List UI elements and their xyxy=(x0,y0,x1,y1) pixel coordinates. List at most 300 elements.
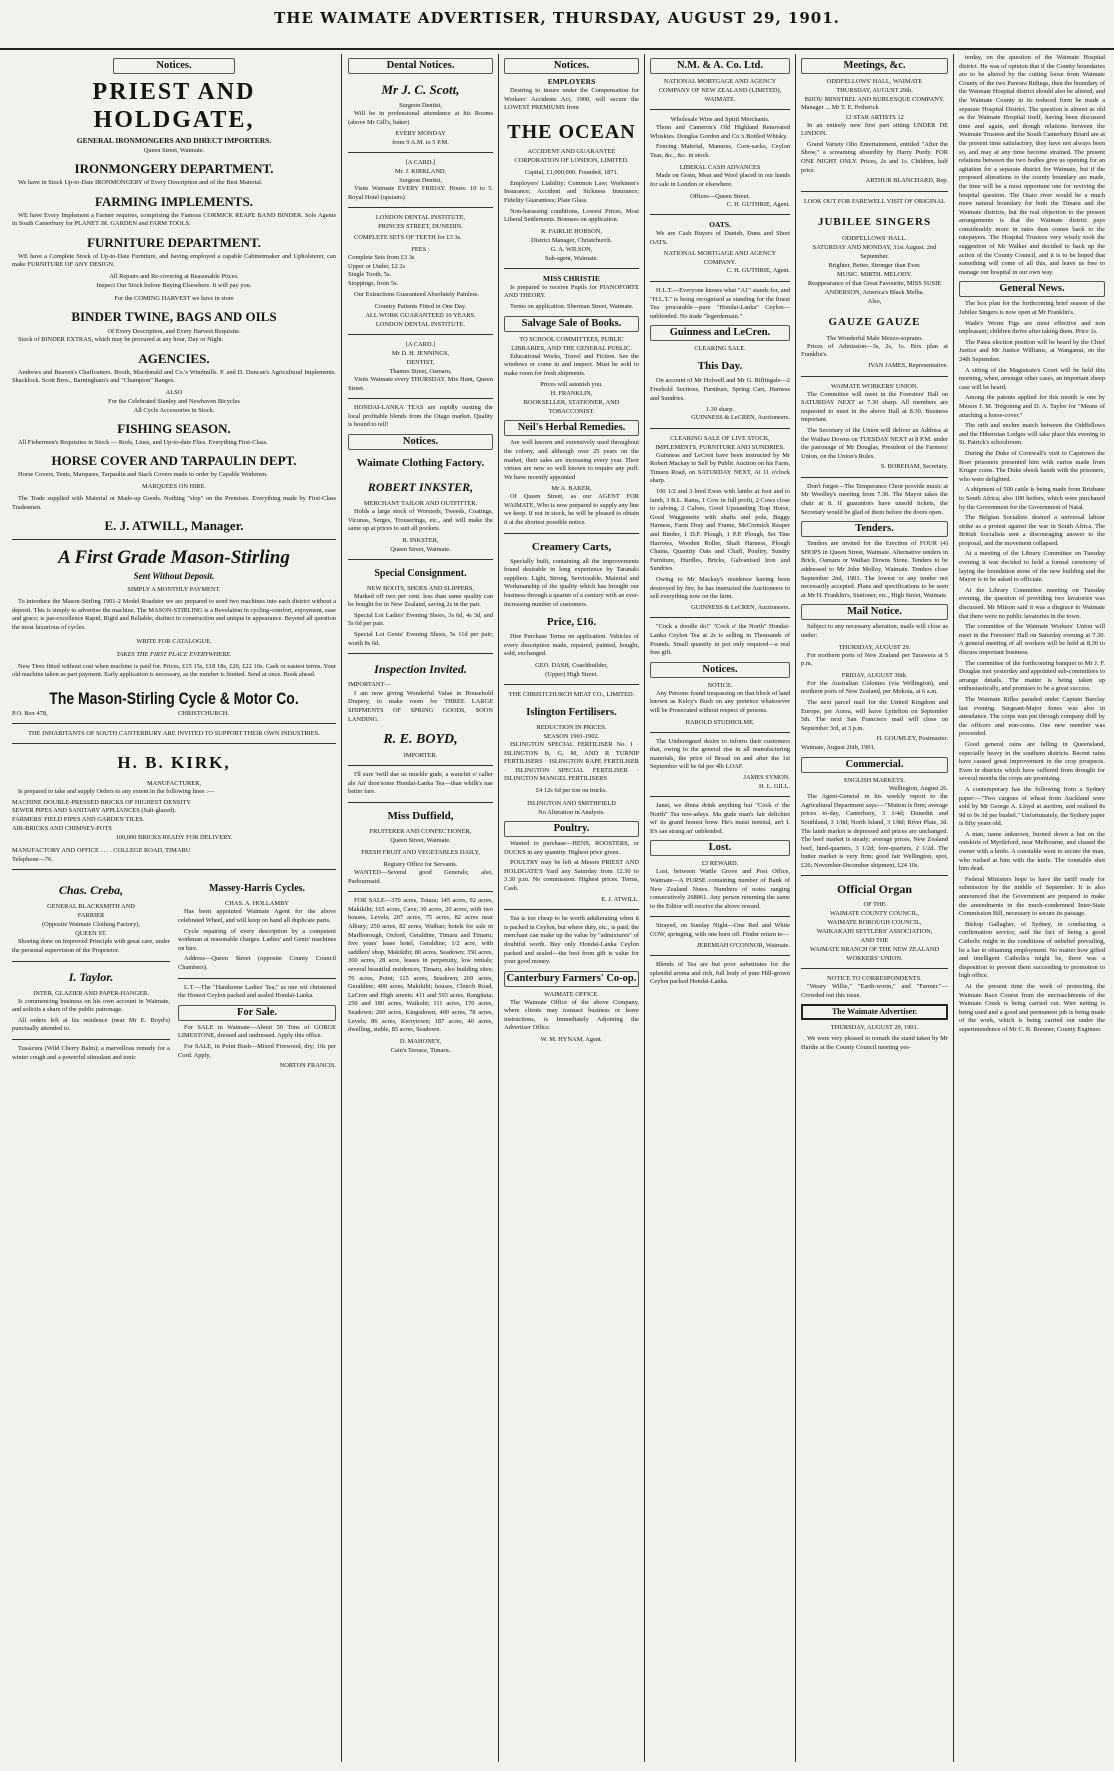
strayed-text: Strayed, on Sunday Night—One Red and White COW, springing, with one horn off. Finder return to— xyxy=(650,922,790,939)
baker-name: Mr A. BAKER, xyxy=(551,485,592,493)
hynam-sign: W. M. HYNAM, Agent. xyxy=(540,1036,603,1044)
duffield-location: Queen Street, Waimate. xyxy=(390,837,451,844)
manager-sign: E. J. ATWILL, Manager. xyxy=(104,518,244,534)
massey-ad xyxy=(178,875,336,1070)
divider xyxy=(650,109,790,110)
divider xyxy=(650,281,790,282)
jennings-name: Mr D. H. JENNINGS, xyxy=(391,349,450,357)
boyd-text: I am now giving Wonderful Value in Household Drapery, to make room for THREE LARGE SHIPMENTS OF SPRING GOODS, SOON LANDING. xyxy=(348,689,493,723)
duffield-name: Miss Duffield, xyxy=(387,810,454,822)
kirk-telephone: Telephone—76. xyxy=(12,855,53,863)
important-label: IMPORTANT— xyxy=(348,681,391,689)
massey-address: Address—Queen Street (opposite County Council Chambers). xyxy=(178,955,336,971)
poultry-text: Wanted to purchase—HENS, ROOSTERS, or DUCKS in any quantity. Highest price given. xyxy=(504,839,639,856)
oats-company: NATIONAL MORTGAGE AND AGENCY COMPANY. xyxy=(663,250,777,267)
christie-text: Is prepared to receive Pupils for PIANOFORTE AND THEORY. xyxy=(504,283,639,300)
news-item: A contemporary has the following from a Sydney paper:—"Two cargoes of wheat from Auckland were sold by Mr George A. Lloyd at auction, and realised 8s 9d to 9s 3d per bushel." Unfortunately, the Sydney paper is fifty years old. xyxy=(959,785,1105,828)
owing-text: Owing to Mr Mackay's residence having been destroyed by fire, he has instructed the Auctioneers to sell everything now on the farm. xyxy=(650,576,790,601)
mason-stirling-title: A First Grade Mason-Stirling xyxy=(58,547,290,569)
column-rule xyxy=(498,54,499,1762)
ocean-corp: CORPORATION OF LONDON, LIMITED. xyxy=(514,156,629,164)
divider xyxy=(650,955,790,956)
creba-ad xyxy=(12,875,170,1070)
scott-role: Surgeon Dentist, xyxy=(399,102,442,109)
farms-for-sale: FOR SALE—370 acres, Totara; 145 acres, 92 acres, Makikihi; 165 acres, Cave; 30 acres, 20 acres, with two houses, Levels; 207 acres, 75 acres, 82 acres near Albury; 250 acres, 82 acres, Waihao; hotels for sale in Marlborough, Oxford, Geraldine, Timaru and Timaru; five years' lease hotel, Geraldine; 1/2 acre, with saddlers' shop, Makikihi; 80 acres, Seadown; 350 acres, 360 acres, 28 acre, leases in perpetuity, low rentals; several beautiful residences, Timaru, also building sites; 76 acres, Point; 115 acres, Seadown; 269 acres, Geraldine; 400 acres, Makikihi; houses, Church Road, LeCren and High streets; 411 and 593 acres, Rangitata; 250 and 180 acres, Waikohi; 111 acres, 170 acres, Seadown; 260 acres, Kingsdown; 400 acres, 78 acres, Levels; 86 acres, Kerrytown; 187 acres, 40 acres, dwelling, stable, 85 acres, Seadown. xyxy=(348,897,493,1034)
scott-every: EVERY MONDAY xyxy=(395,130,446,138)
mason-text: To introduce the Mason-Stirling 1901-2 Model Roadster we are prepared to send two machines into each district without a deposit. This is simply to advertise the machine. The MASON-STIRLING is a Revelation in cycling-comfort, enjoyment, ease and grace; is par-excellence Rapid, Rigid and Reliable; distinct in construction and unique in appearance. Beyond all question the most luxurious of cycles. xyxy=(12,598,336,631)
section-heading: Dental Notices. xyxy=(348,58,493,74)
massey-repair: Cycle repairing of every description by a competent workman at reasonable charges. Ladies' and Gents' machines on hire. xyxy=(178,927,336,952)
gill-sign: H. L. GILL. xyxy=(758,782,790,790)
sharp-time: 1.30 sharp. xyxy=(705,406,735,414)
fishing-heading: FISHING SEASON. xyxy=(117,420,231,436)
workers-union: WAIMATE WORKERS' UNION. xyxy=(830,382,919,390)
concert-dates: SATURDAY AND MONDAY, 31st August. 2nd September. xyxy=(812,243,937,260)
news-item: A man, name unknown, burned down a hut on the outskirts of Myrtleford, near Melbourne, and chased the owner with a knife. A constable went to secure the man, who rushed at him with the knife. The constable shot him dead. xyxy=(959,830,1105,873)
jennings-street: Thames Street, Oamaru, xyxy=(389,367,452,375)
mackay-text: Guinness and LeCren have been instructed by Mr Robert Mackay to Sell by Public Auction on his Farm, Timaru Road, on SATURDAY NEXT, At 11 o'clock sharp. xyxy=(650,451,790,485)
kirkland-name: Mr. J. KIRKLAND, xyxy=(394,168,447,176)
of-the: OF THE xyxy=(863,901,886,909)
divider xyxy=(348,765,493,766)
country-patients: Country Patients Fitted in One Day. xyxy=(374,302,467,310)
section-heading: Notices. xyxy=(504,58,639,74)
column-rule xyxy=(341,54,342,1762)
anderson-line: Reappearance of that Great Favourite, MISS SUSIE ANDERSON, America's Black Melba. xyxy=(807,279,942,296)
notice-label: NOTICE. xyxy=(707,681,733,689)
tenders-heading: Tenders. xyxy=(801,521,948,537)
franklin-role: BOOKSELLER, STATIONER, AND TOBACCONIST. xyxy=(523,399,620,416)
scott-name: Mr J. C. Scott, xyxy=(381,82,460,97)
ladies-shoes: Special Lot Ladies' Evening Shoes, 3s 6d, 4s 3d, and 5s 6d per pair. xyxy=(348,611,493,628)
divider xyxy=(650,732,790,733)
commercial-heading: Commercial. xyxy=(801,757,948,773)
lost-text: Lost, between Wattle Grove and Post Office, Waimate—A PURSE containing number of Bank of New Zealand Notes. Numbers of notes ranging consecutively 268861. Any person returning the same to the Editor will receive the above reward. xyxy=(650,868,790,910)
mail-parcel: The next parcel mail for the United Kingdom and Europe, per Aorea, will leave Lyttelton on September 5th. The next San Francisco mail will close on September 3rd, at 3 p.m. xyxy=(801,698,948,732)
divider xyxy=(348,334,493,335)
dash-name: GEO. DASH, Coachbuilder, xyxy=(535,662,608,669)
jennings-role: DENTIST, xyxy=(406,358,435,366)
inkster-sign: R. INKSTER, xyxy=(402,536,439,544)
baker-text: Of Queen Street, as our AGENT FOR WAIMATE, Who is now prepared to supply any line we keep. If not in stock, he will be pleased to obtain it at the shortest possible notice. xyxy=(504,493,639,527)
secretary-text: The Secretary of the Union will deliver an Address at the Waihao Downs on TUESDAY NEXT at 8 P.M. under the patronage of Mr Douglas, President of the Farmers' Union, on the Union's Rules. xyxy=(801,426,948,460)
meat-company: THE CHRISTCHURCH MEAT CO., LIMITED. xyxy=(508,691,635,698)
news-item: The committee of the Waimate Workers' Union will meet in the Foresters' Hall on Saturday evening at 7.30. A general meeting of all workers will be held at 8.30 to discuss important business. xyxy=(959,623,1105,656)
guinness-heading: Guinness and LeCren. xyxy=(650,325,790,341)
column-3 xyxy=(500,54,643,1764)
mail-northern: For northern ports of New Zealand per Tarawera at 5 p.m. xyxy=(801,651,948,668)
wellington-date: Wellington, August 26. xyxy=(888,784,948,792)
firewood-sign: NORTON FRANCIS. xyxy=(279,1062,336,1070)
divider xyxy=(12,723,336,724)
limestone-ad: For SALE in Waimate—About 50 Tons of GORGE LIMESTONE, dressed and undressed. Apply this office. xyxy=(178,1023,336,1040)
gauze-title: GAUZE GAUZE xyxy=(828,315,921,328)
divider xyxy=(12,961,170,962)
alteration-line: No Alteration in Analysis. xyxy=(538,808,605,816)
boots-heading: NEW BOOTS, SHOES AND SLIPPERS, xyxy=(366,584,475,592)
nonharassing-text: Non-harassing conditions, Lowest Prices, Most Liberal Settlements. Bonuses on application. xyxy=(504,207,639,224)
meeting-date: THURSDAY, AUGUST 29th. xyxy=(836,87,913,94)
kirkland-text: Visits Waimate EVERY FRIDAY. Hours: 10 to 5. Royal Hotel (upstairs). xyxy=(348,185,493,201)
advances-text: Made on Grain, Meat and Wool placed in our hands for sale in London or elsewhere. xyxy=(650,172,790,188)
divider xyxy=(801,477,948,478)
wholesale-heading: Wholesale Wine and Spirit Merchants. xyxy=(670,116,770,123)
guthrie-sign: C. H. GUTHRIE, Agent. xyxy=(726,267,790,275)
mason-company: The Mason-Stirling Cycle & Motor Co. xyxy=(49,688,299,708)
james-sign: IVAN JAMES, Representative. xyxy=(868,361,948,369)
priest-location: Queen Street, Waimate. xyxy=(143,147,205,154)
ocean-capital: Capital, £1,000,000. Founded, 1871. xyxy=(524,168,619,176)
clearing-sale: CLEARING SALE. xyxy=(694,345,746,353)
correspondents-heading: NOTICE TO CORRESPONDENTS. xyxy=(827,975,922,983)
duffield-role: FRUITERER AND CONFECTIONER, xyxy=(369,828,472,835)
wilson-role: Sub-agent, Waimate. xyxy=(544,254,599,262)
employers-text: Desiring to insure under the Compensation for Workers' Accidents Act, 1900, will secure the LOWEST PREMIUMS from xyxy=(504,87,639,112)
studholme-sign: HAROLD STUDHOLME. xyxy=(685,718,755,726)
holwell-text: On account of Mr Holwell and Mr G. Riffingale—2 Freehold Sections, Furniture, Spring Cart, Harness and Sundries. xyxy=(650,377,790,402)
poultry-heading: Poultry. xyxy=(504,821,639,837)
reduction-line: REDUCTION IN PRICES. xyxy=(536,724,607,731)
wilson-name: G. A. WILSON, xyxy=(550,245,593,253)
boots-text: Marked off two per cent. less than same quality can be bought for in New Zealand, saving 2s in the pair. xyxy=(348,592,493,609)
news-item: The orth and enchre match between the Oddfellows and the Hibernian Lodges will take place this evening in St. Patrick's schoolroom. xyxy=(959,422,1105,447)
monthly-payment: SIMPLY A MONTHLY PAYMENT. xyxy=(127,586,221,594)
oddfellows-hall: ODDFELLOWS' HALL. xyxy=(842,234,907,242)
prices-line: Prices will astonish you. xyxy=(540,381,603,389)
news-item: A shipment of 500 cattle is being made from Brisbane to South Africa; also 100 heifers, which were purchased by the Government for the Government of Natal. xyxy=(959,486,1105,511)
jubilee-singers: JUBILEE SINGERS xyxy=(817,215,932,228)
fertiliser-price: £4 12s 6d per ton on trucks. xyxy=(535,786,608,794)
furniture-heading: FURNITURE DEPARTMENT. xyxy=(87,234,261,250)
news-item: At a meeting of the Library Committee on Tuesday evening it was decided to hold a formal ceremony of laying the foundation stone of the new building and the Mayor is to be asked to officiate. xyxy=(959,550,1105,584)
section-heading: Notices. xyxy=(348,434,493,450)
poultry-yard: POULTRY may be left at Messrs PRIEST AND HOLDGATE'S Yard any Saturday from 12.30 to 3.30 p.m. No commission. Highest prices. Terms, Cash. xyxy=(504,859,639,892)
taylor-text: Is commencing business on his own account in Waimate, and solicits a share of the public patronage. xyxy=(12,997,170,1014)
column-5 xyxy=(797,54,952,1764)
divider xyxy=(504,268,639,269)
institute-sign: LONDON DENTAL INSTITUTE. xyxy=(375,320,466,328)
settlers-association: WAIKAKAHI SETTLERS' ASSOCIATION, xyxy=(816,928,933,936)
kirk-line: 100,000 BRICKS READY FOR DELIVERY. xyxy=(115,834,233,842)
section-heading: N.M. & A. Co. Ltd. xyxy=(650,58,790,74)
divider xyxy=(801,875,948,876)
janet-ad: Janet, we dinna drink anything but "Cock o' the North" Tea noo-adays. Ma gude man's fair delichtet wi' its grand honest brew. He's maist teetotal, an't I. It's sae strang an' unblended. xyxy=(650,802,790,835)
nma-name: NATIONAL MORTGAGE AND AGENCY COMPANY OF NEW ZEALAND (LIMITED), WAIMATE. xyxy=(658,78,782,103)
educational-text: Educational Works, Travel and Fiction. See the windows or come in and inspect. Must be sold to make room for fresh shipments. xyxy=(504,352,639,377)
ironmongery-text: We have in Stock Up-to-Date IRONMONGERY of Every Description and of the Best Material. xyxy=(18,179,263,186)
news-item: Among the patents applied for this month is one by Messrs J. M. Tregoning and D. A. Taylor for "Means of attaching a horse-cover." xyxy=(959,394,1105,419)
jennings-text: Visits Waimate every THURSDAY. Mrs Hunt, Queen Street. xyxy=(348,375,493,392)
manager-line: Manager ... Mr T. E. Petherick xyxy=(801,104,879,111)
mahoney-sign: D. MAHONEY, xyxy=(399,1037,442,1045)
advertiser-title: The Waimate Advertiser. xyxy=(801,1004,948,1021)
news-item: During the Duke of Cornwall's visit to Capetown the Boer prisoners presented him with curios made from Kruger coins. The Duke shook hands with the prisoners, who were delighted. xyxy=(959,449,1105,483)
massey-title: Massey-Harris Cycles. xyxy=(208,883,306,895)
divider xyxy=(348,398,493,399)
kirk-line: SEWER PIPES AND SANITARY APPLIANCES (Salt-glazed). xyxy=(12,807,176,815)
christie-heading: MISS CHRISTIE xyxy=(543,273,600,283)
divider xyxy=(12,539,336,540)
mason-stirling-sub: Sent Without Deposit. xyxy=(133,571,215,582)
news-item: The Patea election position will be heard by the Chief Justice and Mr Justice Williams, at Wanganui, on the 24th September. xyxy=(959,338,1105,363)
column-4 xyxy=(646,54,794,1764)
twine-heading: BINDER TWINE, BAGS AND OILS xyxy=(71,308,277,324)
creamery-heading: Creamery Carts, xyxy=(531,540,612,553)
divider xyxy=(650,617,790,618)
fertiliser-list: ISLINGTON SPECIAL FERTILISER No. 1 · ISLINGTON B, G, M, AND R TURNIP FERTILISERS · ISLINGTON RAPE FERTILISER · ISLINGTON SPECIAL FERTILISER · ISLINGTON MANGEL FERTILISERS xyxy=(504,741,639,783)
grand-variety: Grand Variety Olio Entertainment, entitled "After the Show," a screaming absurdity by Harry Purdy. FOR ONE NIGHT ONLY. Prices, 2s and 1s. Children, half price. xyxy=(801,140,948,174)
season-line: SEASON 1901-1902. xyxy=(543,733,600,740)
divider xyxy=(650,214,790,215)
scott-hours: from 9 A.M. to 5 P.M. xyxy=(392,139,449,147)
furniture-text: WE have a Complete Stock of Up-to-Date Furniture, and having employed a capable Cabinetmaker and Upholsterer, can make FURNITURE OF ANY DESIGN. xyxy=(12,252,336,269)
creba-opposite: (Opposite Waimate Clothing Factory), xyxy=(41,921,141,929)
horse-cover-text: Horse Covers, Tents, Marquees, Tarpaulin and Stack Covers made to order by Capable Workmen. xyxy=(18,471,268,479)
divider xyxy=(650,796,790,797)
news-item: The committee of the forthcoming banquet to Mr J. F. Douglas met yesterday and appointed sub-committees to arrange details. The matter is being taken up enthusiastically, and promises to be a great success. xyxy=(959,659,1105,693)
divider xyxy=(348,559,493,560)
canterbury-heading: Canterbury Farmers' Co-op. xyxy=(504,971,639,987)
divider xyxy=(801,968,948,969)
divider xyxy=(178,978,336,979)
kirk-line: AIR-BRICKS AND CHIMNEY-POTS xyxy=(12,824,112,832)
hondai-ad: L.T.—The "Handsome Ladies' Tea," as one wit christened the Honest Ceylon packed and sealed Hondai-Lanka. xyxy=(178,983,336,1000)
hobson-role: District Manager, Christchurch. xyxy=(530,236,613,244)
cock-tea-ad: "Cock a doodle do!" "Cock o' the North" Hondai-Lanka Ceylon Tea at 2s is selling in Thousands of Pounds. Small quantity in pot only required—a real free gift. xyxy=(650,623,790,657)
blanchard-sign: ARTHUR BLANCHARD, Rep. xyxy=(865,177,948,185)
fee-line: Stoppings, from 5s. xyxy=(348,279,399,287)
lookout-line: LOOK OUT FOR FAREWELL VISIT OF ORIGINAL xyxy=(803,197,946,205)
institute-name: LONDON DENTAL INSTITUTE, xyxy=(375,214,466,222)
brighter-line: Brighter, Better, Stronger than Ever. xyxy=(828,261,921,269)
waimate-office: WAIMATE OFFICE. xyxy=(544,990,599,998)
committee-text: The Committee will meet in the Foresters' Hall on SATURDAY NEXT at 7.30 sharp. All members are requested to meet in the above Hall at 8.30. Business important. xyxy=(801,390,948,424)
kirk-factory: MANUFACTORY AND OFFICE . . . . COLLEGE ROAD, TIMARU xyxy=(12,847,191,855)
creba-street: QUEEN ST. xyxy=(75,930,107,938)
masthead: THE WAIMATE ADVERTISER, THURSDAY, AUGUST 29, 1901. xyxy=(0,0,1114,50)
column-2 xyxy=(344,54,497,1764)
creba-role: GENERAL BLACKSMITH AND xyxy=(47,903,135,911)
section-heading: Notices. xyxy=(650,662,790,678)
star-artists: 12 STAR ARTISTS 12 xyxy=(845,113,904,121)
horse-cover-heading: HORSE COVER AND TARPAULIN DEPT. xyxy=(51,453,297,469)
also-label: Also, xyxy=(867,297,882,305)
creba-name: Chas. Creba, xyxy=(58,883,124,898)
inkster-location: Queen Street, Waimate. xyxy=(390,545,451,553)
admission-prices: Prices of Admission—3s, 2s, 1s. Box plan at Franklin's. xyxy=(801,342,948,359)
news-item: Good general rains are falling in Queensland, especially heavy in the southern districts. Recent rains have caused great improvement in the crop prospects. Even in districts which have suffered from drought for several months the crops are promising. xyxy=(959,740,1105,783)
inkster-text: Holds a large stock of Worsteds, Tweeds, Coatings, Vicunas, Serges, Trouserings, etc., and will make the same up at prices to suit all pockets. xyxy=(348,507,493,533)
islington-heading: Islington Fertilisers. xyxy=(526,707,617,718)
column-1 xyxy=(8,54,340,1764)
also-label: ALSO xyxy=(165,388,183,396)
binder-extras: Stock of BINDER EXTRAS, which may be procured at any hour, Day or Night. xyxy=(18,335,224,343)
county-council: WAIMATE COUNTY COUNCIL, xyxy=(829,910,920,918)
atwill-sign: E. J. ATWILL. xyxy=(601,895,639,903)
kirk-line: MACHINE DOUBLE-PRESSED BRICKS OF HIGHEST DENSITY. xyxy=(12,798,192,806)
agencies-heading: AGENCIES. xyxy=(138,350,210,366)
news-item: At the present time the work of protecting the Waimate Race Course from the encroachments of the Waimate Creek is being carried out. Wire netting is being used and a good and permanent job is being made of the work, which is being carried out under the superintendence of Mr C. B. Brenner, County Engineer. xyxy=(959,982,1105,1033)
massey-name: CHAS. A. HOLLAMBY xyxy=(225,900,289,908)
hire-text: Hire Purchase Terms on application. Vehicles of every description made, repaired, painted, bought, sold, exchanged. xyxy=(504,633,639,658)
kirk-line: FARMERS' FIELD PIPES AND GARDEN TILES. xyxy=(12,816,145,824)
smithfield-line: ISLINGTON AND SMITHFIELD xyxy=(527,799,616,807)
kirk-text: Is prepared to take and supply Orders to any extent in the following lines :— xyxy=(18,788,215,796)
repairs-line: All Repairs and Re-covering at Reasonable Prices. xyxy=(109,272,239,280)
divider xyxy=(348,802,493,803)
farming-heading: FARMING IMPLEMENTS. xyxy=(95,193,253,209)
teeth-sets: COMPLETE SETS OF TEETH for £3 3s. xyxy=(354,234,462,242)
industries-line: THE INHABITANTS OF SOUTH CANTERBURY ARE INVITED TO SUPPORT THEIR OWN INDUSTRIES. xyxy=(28,730,320,738)
dash-address: (Upper) High Street. xyxy=(545,671,598,678)
christie-terms: Terms on application. Sherman Street, Waimate. xyxy=(510,302,634,310)
kirk-role: MANUFACTURER, xyxy=(146,780,202,788)
first-part: In an entirely new first part sitting UNDER DE LINDON. xyxy=(801,121,948,138)
price-line: Price, £16. xyxy=(546,616,597,629)
waimate-date: Waimate, August 26th, 1901. xyxy=(801,743,876,751)
wholesale-text: Thom and Cameron's Old Highland Renovated Whiskies. Douglas Gordon and Co.'s Bottled Whisky. xyxy=(650,124,790,140)
boreham-sign: S. BOREHAM, Secretary. xyxy=(880,463,948,471)
symon-sign: JAMES SYMON. xyxy=(743,773,790,781)
section-heading: Notices. xyxy=(113,58,235,74)
divider xyxy=(801,376,948,377)
institute-street: PRINCES STREET, DUNEDIN. xyxy=(378,223,463,231)
liability-text: Employers' Liability; Common Law; Workmen's Insurance; Accident and Sickness Insurance; Fidelity Guarantees; Plate Glass. xyxy=(504,179,639,204)
schools-line: TO SCHOOL COMMITTEES, PUBLIC LIBRARIES, AND THE GENERAL PUBLIC. xyxy=(511,335,632,352)
po-box: P.O. Box 478, xyxy=(12,709,48,717)
hlt-ad: H.L.T.—Everyone knows what "A1" stands for, and "H.L.T." is being recognised as standing for the finest Tea procurable—pure "Hondai-Lanka" Ceylon—unblended. No trade "legerdemain." xyxy=(650,286,790,320)
reward-line: £3 REWARD. xyxy=(701,860,739,868)
wanted-servants: WANTED—Several good Generals; also, Parlourmaid. xyxy=(348,869,493,885)
ironmongery-heading: IRONMONGERY DEPARTMENT. xyxy=(74,161,274,176)
fee-line: Complete Sets from £3 3s xyxy=(348,253,415,261)
temperance-ad: Don't forget—The Temperance Choir provide music at Mr Woolley's meeting from 7.30. The Mayor takes the chair at 8. If guarantors have unsold tickets, the Secretary would be glad of them before the doors open. xyxy=(801,482,948,516)
column-rule xyxy=(953,54,954,1762)
borough-council: WAIMATE BOROUGH COUNCIL, xyxy=(827,919,922,927)
oats-heading: OATS. xyxy=(709,220,731,230)
correspondents-text: "Weary Willie," "Earth-worm," and "Farmer."—Crowded out this issue. xyxy=(801,983,948,1000)
divider xyxy=(348,891,493,892)
english-markets: ENGLISH MARKETS. xyxy=(843,776,906,784)
extractions: Our Extractions Guaranteed Absolutely Painless. xyxy=(354,291,480,299)
divider xyxy=(801,191,948,192)
mail-thursday: THURSDAY, AUGUST 29. xyxy=(838,643,911,651)
fee-line: Upper or Under, £2 2s xyxy=(348,262,406,270)
markets-text: The Agent-General in his weekly report to the Agricultural Department says:—"Mutton is firm; average prices to-day, Canterbury, 3 1/4d; Dunedin and Southland, 3 1/8d; North Island, 3 1/8d; River Plate, 3d. The lamb market is depressed and prices are unchanged. The beef market is steady; average prices, New Zealand beef, hind-quarters, 3 1/2d; fore-quarters, 2 1/2d. The butter market is very firm; good fair Wellington, spot, £26; November-December shipment, £24 10s. xyxy=(801,793,948,869)
bread-text: The Undersigned desire to inform their customers that, owing to the general rise in all manufacturing materials, the price of Bread on and after the 1st September will be 6d per 4lb LOAF. xyxy=(650,737,790,771)
card-label: [A CARD.] xyxy=(405,340,436,348)
creamery-text: Specially built, containing all the improvements found desirable in long experience by Taranaki suppliers. Light, Strong, Serviceable. Material and Workmanship of the quality which has brought our business through a quarter of a century with an ever-increasing number of customers. xyxy=(504,557,639,608)
column-6 xyxy=(955,54,1109,1764)
stock-list: 100 1/2 and 3 bred Ewes with lambs at foot and to lamb, 3 B.L. Rams, 1 Cow in full profit, 2 Cows close to calving, 2 Calves, Good Upstanding Trap Horse, Good Waggonette with shafts and pole, Buggy Harness, Farm Dray and Frame, McCormick Reaper and Binder, 1 D.F. Plough, 1 P.P. Plough, Set Tine Harrows, Wooden Roller, Shaft Harness, Plough Chains, Quantity Oats and Chaff, Poultry, Sundry Furniture, Hurdles, Bricks, Galvanised Iron and Sundries. xyxy=(650,488,790,573)
twine-sub: Of Every Description, and Every Harvest Requisite. xyxy=(107,327,241,335)
salvage-heading: Salvage Sale of Books. xyxy=(504,316,639,332)
news-item: At the Library Committee meeting on Tuesday evening, the question of providing two lavatories was discussed. Mr Mitson said it was a disgrace to Waimate that there were no public lavatories in the town. xyxy=(959,586,1105,620)
column-rule xyxy=(644,54,645,1762)
divider xyxy=(504,684,639,685)
for-sale-heading: For Sale. xyxy=(178,1005,336,1021)
card-label: [A CARD.] xyxy=(405,159,436,167)
mail-australia: For the Australian Colonies (via Wellington), and northern ports of New Zealand, per Mokoia, at 6 a.m. xyxy=(801,679,948,696)
inspection-invited: Inspection Invited. xyxy=(374,662,467,677)
editorial-continued: terday, on the question of the Waimate Hospital district. He was of opinion that if the County boundaries are to be altered by the cutting loose from Waimate County of the two Pareora Ridings, then the boundary of the Waimate Hospital district should also be altered, and the Waimate County in its reduced form be made a separate Hospital District. The question is almost as old as the Waimate Hospital itself, having been discussed time and again, and though relations between the Waimate Trustees and the South Canterbury Board are at the present time satisfactory, they have not always been so, and may at any time become strained. The present relations between the two bodies give us opening for an agitation for a separate district for Waimate, but if the proposed alterations to the county boundary are made, the time will be a most opportune one for reviving the hospital question. The Otaio river would be a much more natural boundary for both the Timaru and the Waimate districts, but the real objection to the present arrangements is that the Waimate district pays considerably more in rates than comes back to the ratepayers. The Hospital Trustees very wisely took the suggestion of Mr Walker and decided to back up the action of the County Council, and it is to be hoped that something will come of all this, and leave us free to manage our hospital in our own way. xyxy=(959,54,1105,276)
divider xyxy=(650,428,790,429)
tyres-text: New Tires fitted without cost when machine is paid for. Prices, £15 15s, £18 18s, £20, £22 10s. Cash or easiest terms. Your old machine taken as part payment. Early application is necessary, as the number is limited. Send at once. Book ahead. xyxy=(12,662,336,679)
guthrie-sign: C. H. GUTHRIE, Agent. xyxy=(726,200,790,208)
news-item: Wade's Worm Figs are most effective and non unpleasant; children thrive after taking them. Price 1s. xyxy=(959,319,1105,336)
divider xyxy=(504,533,639,534)
inkster-name: ROBERT INKSTER, xyxy=(367,479,474,494)
ocean-sub: ACCIDENT AND GUARANTEE xyxy=(527,147,616,155)
boyd-name: R. E. BOYD, xyxy=(383,732,458,748)
lost-heading: Lost. xyxy=(650,840,790,856)
oats-text: We are Cash Buyers of Danish, Duns and Short OATS. xyxy=(650,230,790,246)
news-item: Bishop Gallagher, of Sydney, in conducting a confirmation service, said the fact of being a good Catholic might in the conditions of unbelief prevailing, be a bar to obtaining employment. No matter how gifted and intelligent Catholics might be, there was a disposition to prevent them succeeding to promotion to high office. xyxy=(959,920,1105,980)
oconnor-sign: JEREMIAH O'CONNOR, Waimate. xyxy=(696,941,790,949)
column-rule xyxy=(795,54,796,1762)
marquees-line: MARQUEES ON HIRE. xyxy=(141,482,207,490)
write-catalogue: WRITE FOR CATALOGUE. xyxy=(136,637,212,645)
divider xyxy=(12,1039,170,1040)
clothing-factory: Waimate Clothing Factory. xyxy=(356,456,485,469)
taylor-orders: All orders left at his residence (near Mr E. Boyd's) punctually attended to. xyxy=(12,1016,170,1033)
offices-line: Offices—Queen Street. xyxy=(690,192,750,200)
divider xyxy=(12,743,336,744)
herbal-heading: Neil's Herbal Remedies. xyxy=(504,420,639,436)
franklin-name: H. FRANKLIN, xyxy=(550,390,593,398)
gl-sign: GUINNESS & LeCREN, Auctioneers. xyxy=(691,414,790,422)
editorial-start: We were very pleased to remark the stand taken by Mr Hardie at the County Council meeting yes- xyxy=(801,1035,948,1051)
creba-role2: FARRIER xyxy=(77,912,105,920)
gents-shoes: Special Lot Gents' Evening Shoes, 5s 11d per pair; worth 8s 6d. xyxy=(348,631,493,647)
harvest-line: For the COMING HARVEST we have in store xyxy=(114,294,234,302)
news-item: Federal Ministers hope to have the tariff ready for submission by the middle of September. It is also announced that the Government are prepared to make the amendments in the much-condemned Inter-State Commission Bill, necessary to secure its passage. xyxy=(959,875,1105,918)
hobson-name: R. FAIRLIE HOBSON, xyxy=(541,227,602,235)
divider xyxy=(504,909,639,910)
bicycles-line: For the Celebrated Stanley and Newhaven Bicycles xyxy=(108,397,240,405)
goumley-sign: H. GOUMLEY, Postmaster. xyxy=(876,735,948,743)
music-line: MUSIC. MIRTH. MELODY. xyxy=(837,270,912,278)
waimate-office-text: The Waimate Office of the above Company, where clients may transact business or leave instructions, is Immediately Adjoining the Advertiser Office. xyxy=(504,998,639,1032)
divider xyxy=(348,653,493,654)
gl-sign: GUINNESS & LeCREN, Auctioneers. xyxy=(691,603,790,611)
scott-text: Will be in professional attendance at his Rooms (above Mr Gill's, baker) xyxy=(348,110,493,126)
employers-heading: EMPLOYERS xyxy=(547,77,596,86)
news-item: The Belgian Socialists desired a universal labour strike as a protest against the war in South Africa. The British Socialists sent a discouraging answer to the proposal, and the movement collapsed. xyxy=(959,514,1105,547)
divider xyxy=(348,152,493,153)
fee-line: Single Tooth, 5s. xyxy=(348,271,392,279)
advances-heading: LIBERAL CASH ADVANCES xyxy=(679,164,761,172)
priest-subtitle: GENERAL IRONMONGERS AND DIRECT IMPORTERS. xyxy=(76,136,272,145)
firewood-ad: For SALE, in Point Bush—Mixed Firewood, dry; 10s per Cord. Apply, xyxy=(178,1042,336,1059)
section-heading: Meetings, &c. xyxy=(801,58,948,74)
divider xyxy=(348,207,493,208)
first-place: TAKES THE FIRST PLACE EVERYWHERE. xyxy=(116,650,232,658)
kirkland-role: Surgeon Dentist, xyxy=(399,177,442,185)
priest-holdgate-title: PRIEST AND HOLDGATE, xyxy=(92,79,256,133)
scots-tea-ad: I'll sure 'twill dae us muckle gude, a wauchit o' caller ale An' thon'some Hondai-Lanka Tea—than whilk's nae better fare. xyxy=(348,771,493,796)
creba-text: Shoeing done on Improved Principle with great care, under the personal supervision of the Proprietor. xyxy=(12,938,170,955)
workers-branch: WAIMATE BRANCH OF THE NEW ZEALAND WORKERS' UNION. xyxy=(809,946,940,963)
news-item: A sitting of the Magistrate's Court will be held this morning, when, amongst other cases, an important sheep case will be heard. xyxy=(959,366,1105,391)
inspect-line: Inspect Our Stock before Buying Elsewhere. It will pay you. xyxy=(96,281,252,289)
live-stock-heading: CLEARING SALE OF LIVE STOCK, IMPLEMENTS, FURNITURE AND SUNDRIES. xyxy=(655,434,785,451)
hall-name: ODDFELLOWS' HALL, WAIMATE xyxy=(826,78,923,85)
importer-label: IMPORTER. xyxy=(403,752,438,760)
this-day: This Day. xyxy=(697,360,743,373)
special-consignment: Special Consignment. xyxy=(374,567,467,579)
taylor-role: INTER, GLAZIER AND PAPER-HANGER. xyxy=(33,989,149,997)
